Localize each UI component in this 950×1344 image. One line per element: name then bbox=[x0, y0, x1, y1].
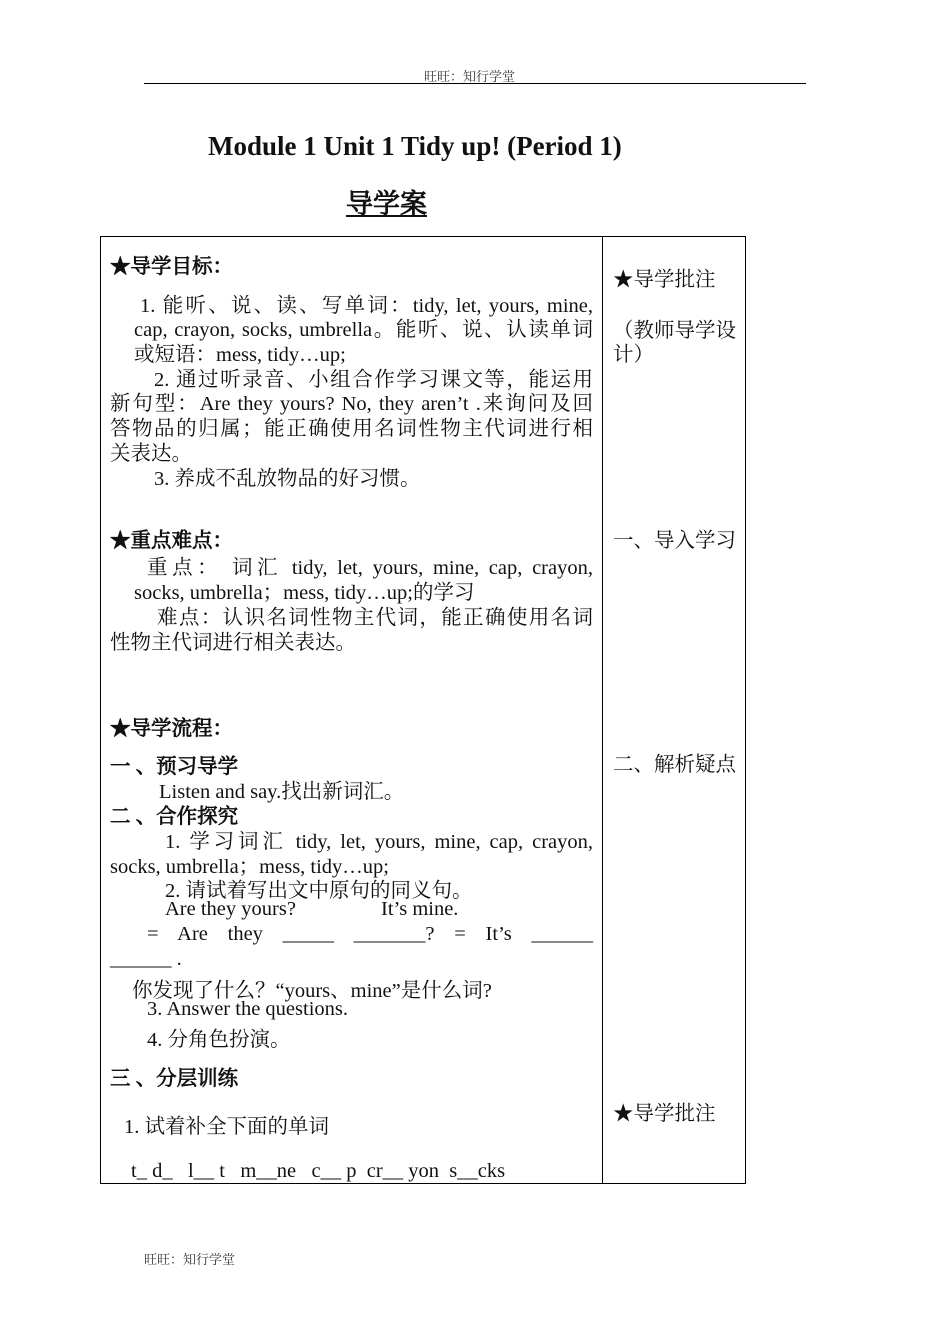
goal2-line2: 新句型：Are they yours? No, they aren’t .来询问及回 bbox=[110, 393, 593, 415]
cooperation-item3: 3. Answer the questions. bbox=[147, 998, 348, 1020]
cooperation-item1-line1: 1. 学习词汇 tidy, let, yours, mine, cap, crayon, bbox=[165, 831, 593, 853]
goal1-line2: cap, crayon, socks, umbrella。能听、说、认读单词 bbox=[134, 319, 593, 341]
document-subtitle: 导学案 bbox=[346, 189, 427, 219]
goal1-line3: 或短语：mess, tidy…up; bbox=[134, 344, 346, 366]
key-points-heading: ★重点难点： bbox=[110, 530, 233, 552]
goal1-line1: 1. 能听、说、读、写单词：tidy, let, yours, mine, bbox=[140, 295, 593, 317]
goal2-line3: 答物品的归属；能正确使用名词性物主代词进行相 bbox=[110, 418, 593, 440]
difficulty-line2: 性物主代词进行相关表达。 bbox=[110, 632, 356, 654]
cooperation-section-heading: 二 、合作探究 bbox=[110, 806, 239, 828]
practice-item1: 1. 试着补全下面的单词 bbox=[124, 1116, 329, 1138]
fill-blank-continuation: ______ . bbox=[110, 948, 182, 970]
goals-heading: ★导学目标： bbox=[110, 256, 233, 278]
practice-word-blanks: t_ d_ l__ t m__ne c__ p cr__ yon s__cks bbox=[131, 1160, 506, 1182]
table-column-divider bbox=[602, 236, 603, 1184]
document-title: Module 1 Unit 1 Tidy up! (Period 1) bbox=[208, 131, 622, 161]
cooperation-item2: 2. 请试着写出文中原句的同义句。 bbox=[165, 880, 473, 902]
notes-subtitle-line1: （教师导学设 bbox=[613, 320, 736, 342]
page-footer: 旺旺：知行学堂 bbox=[144, 1252, 236, 1267]
cooperation-item4: 4. 分角色扮演。 bbox=[147, 1029, 291, 1051]
goal2-line1: 2. 通过听录音、小组合作学习课文等，能运用 bbox=[154, 369, 593, 391]
key-point-line1: 重点： 词汇 tidy, let, yours, mine, cap, crayon, bbox=[147, 557, 593, 579]
cooperation-item1-line2: socks, umbrella；mess, tidy…up; bbox=[110, 856, 390, 878]
preview-section-heading: 一 、预习导学 bbox=[110, 756, 239, 778]
process-heading: ★导学流程： bbox=[110, 718, 233, 740]
difficulty-line1: 难点：认识名词性物主代词，能正确使用名词 bbox=[157, 607, 593, 629]
stage-introduction: 一、导入学习 bbox=[613, 530, 736, 552]
page-header: 旺旺：知行学堂 bbox=[424, 69, 516, 84]
goal3: 3. 养成不乱放物品的好习惯。 bbox=[154, 468, 421, 490]
sample-sentence-b: It’s mine. bbox=[381, 898, 459, 920]
goal2-line4: 关表达。 bbox=[110, 443, 192, 465]
preview-instruction: Listen and say.找出新词汇。 bbox=[159, 781, 405, 803]
notes-heading-second: ★导学批注 bbox=[613, 1103, 716, 1125]
notes-subtitle-line2: 计） bbox=[613, 344, 654, 366]
sample-sentence-a: Are they yours? bbox=[165, 898, 296, 920]
notes-heading: ★导学批注 bbox=[613, 269, 716, 291]
fill-blank-line: = Are they _____ _______? = It’s ______ bbox=[147, 923, 593, 945]
practice-section-heading: 三 、分层训练 bbox=[110, 1068, 239, 1090]
header-rule bbox=[144, 83, 806, 84]
key-point-line2: socks, umbrella；mess, tidy…up;的学习 bbox=[134, 582, 475, 604]
stage-analysis: 二、解析疑点 bbox=[613, 754, 736, 776]
discovery-question: 你发现了什么？“yours、mine”是什么词? bbox=[132, 980, 492, 1002]
